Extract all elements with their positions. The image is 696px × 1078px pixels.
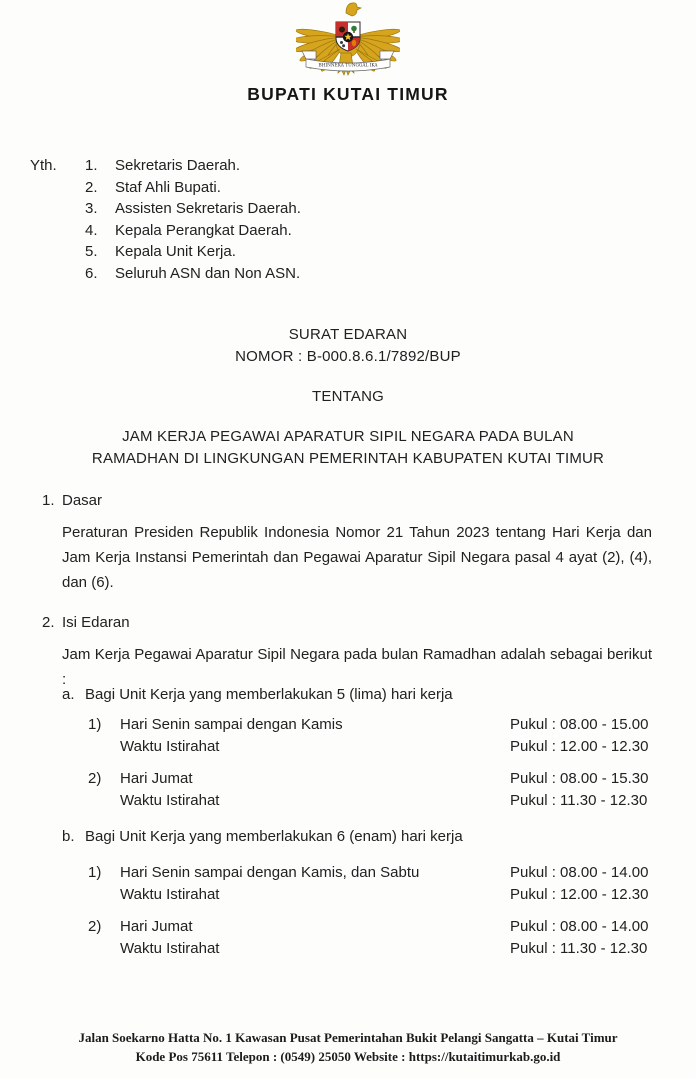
item-text: Assisten Sekretaris Daerah. <box>115 200 301 218</box>
subsection-b-heading <box>62 826 463 848</box>
section-title: Dasar <box>62 492 103 509</box>
item-text: Sekretaris Daerah. <box>115 157 241 174</box>
item-text: Staf Ahli Bupati. <box>115 178 221 196</box>
row-days <box>120 714 510 758</box>
letter-footer <box>0 1028 696 1066</box>
subject-line-1: JAM KERJA PEGAWAI APARATUR SIPIL NEGARA PADA BULAN <box>122 428 574 445</box>
doc-number: NOMOR : B-000.8.6.1/7892/BUP <box>235 348 461 365</box>
tree-emblem <box>351 26 357 32</box>
subsection-letter: b. <box>62 828 75 845</box>
paddy-emblem <box>352 40 356 46</box>
pancasila-shield <box>336 22 360 51</box>
section-number: 1. <box>42 492 55 509</box>
day-label: Hari Jumat <box>120 918 193 935</box>
recipient-list <box>85 155 301 285</box>
item-number: 1. <box>85 157 98 174</box>
break-label: Waktu Istirahat <box>120 792 220 809</box>
footer-address: Jalan Soekarno Hatta No. 1 Kawasan Pusat Pemerintahan Bukit Pelangi Sangatta – Kutai Timur <box>78 1030 618 1045</box>
garuda-head <box>346 3 361 16</box>
section-heading <box>42 490 654 512</box>
row-number: 2) <box>88 770 102 787</box>
row-times <box>510 862 654 906</box>
list-item <box>85 155 301 177</box>
row-days <box>120 862 510 906</box>
item-number: 2. <box>85 178 98 196</box>
section-dasar <box>42 490 654 595</box>
break-label: Waktu Istirahat <box>120 886 220 903</box>
subsection-letter: a. <box>62 686 75 703</box>
schedule-a <box>88 714 654 822</box>
subsection-title: Bagi Unit Kerja yang memberlakukan 5 (lima) hari kerja <box>85 686 453 703</box>
section-body: Jam Kerja Pegawai Aparatur Sipil Negara pada bulan Ramadhan adalah sebagai berikut : <box>62 646 652 688</box>
section-number: 2. <box>42 614 55 631</box>
work-time: Pukul : 08.00 - 15.30 <box>510 770 649 787</box>
row-times <box>510 714 654 758</box>
row-number: 1) <box>88 716 102 733</box>
row-number: 2) <box>88 918 102 935</box>
schedule-b <box>88 862 654 970</box>
break-time: Pukul : 11.30 - 12.30 <box>510 940 648 957</box>
recipient-block <box>30 155 301 285</box>
work-time: Pukul : 08.00 - 15.00 <box>510 716 649 733</box>
motto-text: BHINNEKA TUNGGAL IKA <box>318 63 378 69</box>
title-block <box>0 324 696 470</box>
break-time: Pukul : 12.00 - 12.30 <box>510 738 649 755</box>
doc-type: SURAT EDARAN <box>288 326 408 343</box>
day-label: Hari Jumat <box>120 770 193 787</box>
subsection-a-heading <box>62 684 453 706</box>
row-times <box>510 768 654 812</box>
row-number: 1) <box>88 864 102 881</box>
section-body: Peraturan Presiden Republik Indonesia Nomor 21 Tahun 2023 tentang Hari Kerja dan Jam Kerja Instansi Pemerintah dan Pegawai Aparatur Sipil Negara pasal 4 ayat (2), (4), dan (6). <box>62 524 652 591</box>
day-label: Hari Senin sampai dengan Kamis, dan Sabtu <box>120 864 420 881</box>
list-item <box>85 220 301 242</box>
list-item <box>85 177 301 199</box>
about-label: TENTANG <box>312 388 384 405</box>
table-row <box>88 768 654 812</box>
break-time: Pukul : 12.00 - 12.30 <box>510 886 649 903</box>
section-title: Isi Edaran <box>62 614 130 631</box>
table-row <box>88 916 654 960</box>
item-number: 3. <box>85 200 98 218</box>
bull-emblem <box>339 27 345 33</box>
list-item <box>85 198 301 220</box>
item-text: Seluruh ASN dan Non ASN. <box>115 264 301 282</box>
letterhead <box>0 0 696 81</box>
day-label: Hari Senin sampai dengan Kamis <box>120 716 343 733</box>
item-number: 4. <box>85 221 98 239</box>
subsection-title: Bagi Unit Kerja yang memberlakukan 6 (enam) hari kerja <box>85 828 463 845</box>
garuda-pancasila-emblem <box>296 0 400 81</box>
break-label: Waktu Istirahat <box>120 940 220 957</box>
salutation: Yth. <box>30 157 57 174</box>
table-row <box>88 862 654 906</box>
section-isi-edaran <box>42 612 654 692</box>
chain-emblem <box>340 41 343 44</box>
work-time: Pukul : 08.00 - 14.00 <box>510 864 649 881</box>
break-label: Waktu Istirahat <box>120 738 220 755</box>
item-number: 6. <box>85 264 98 282</box>
list-item <box>85 241 301 263</box>
row-times <box>510 916 654 960</box>
list-item <box>85 263 301 285</box>
footer-contact: Kode Pos 75611 Telepon : (0549) 25050 Website : https://kutaitimurkab.go.id <box>135 1049 561 1064</box>
subject-line-2: RAMADHAN DI LINGKUNGAN PEMERINTAH KABUPATEN KUTAI TIMUR <box>91 450 605 467</box>
item-text: Kepala Unit Kerja. <box>115 243 236 261</box>
row-days <box>120 768 510 812</box>
section-heading <box>42 612 654 634</box>
break-time: Pukul : 11.30 - 12.30 <box>510 792 648 809</box>
row-days <box>120 916 510 960</box>
letterhead-title: BUPATI KUTAI TIMUR <box>247 84 449 104</box>
table-row <box>88 714 654 758</box>
item-text: Kepala Perangkat Daerah. <box>115 221 292 239</box>
item-number: 5. <box>85 243 98 261</box>
work-time: Pukul : 08.00 - 14.00 <box>510 918 649 935</box>
